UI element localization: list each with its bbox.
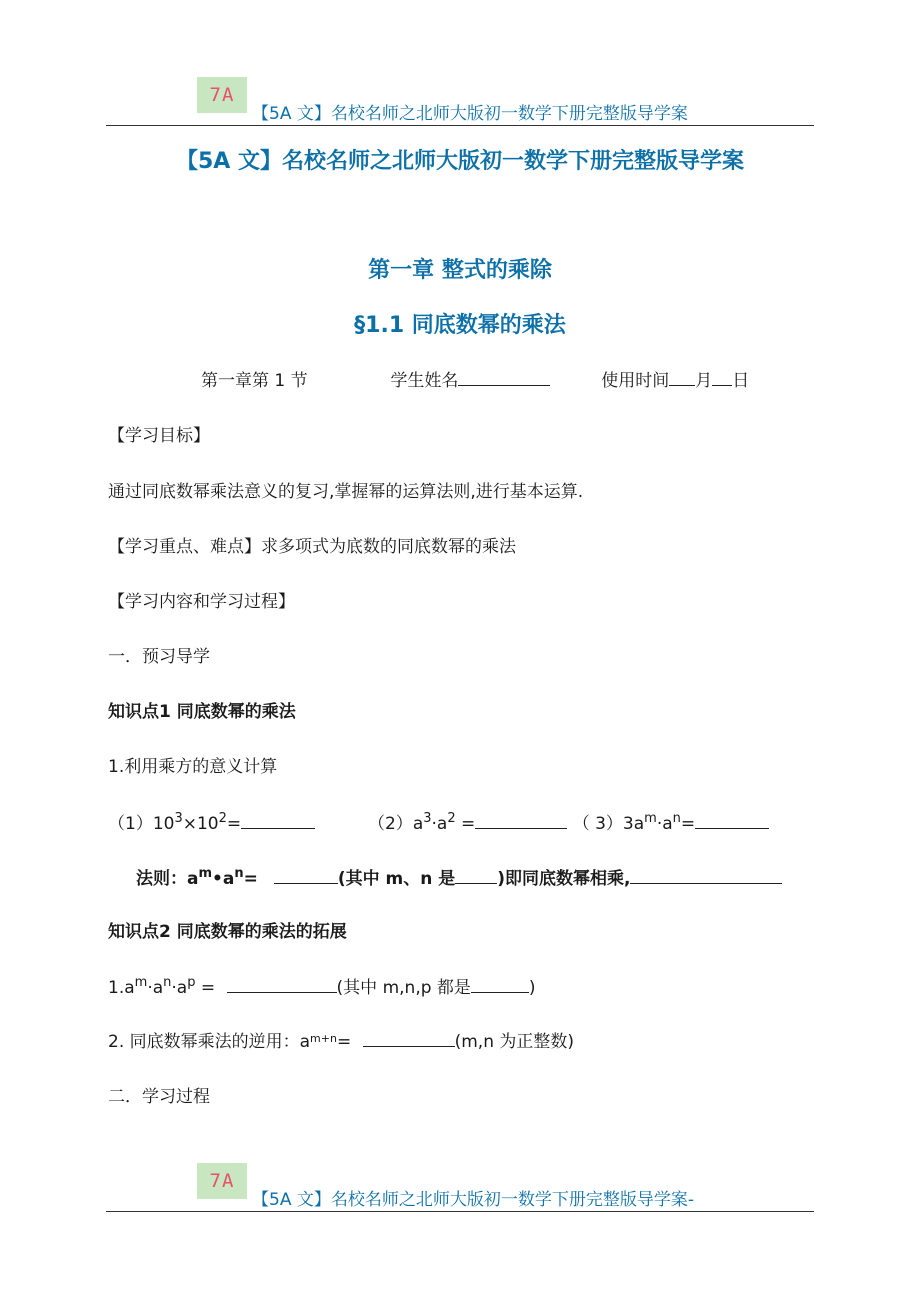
rule-line: [136, 864, 782, 889]
info-line: [201, 366, 749, 391]
student-name-label: 学生姓名: [390, 371, 459, 391]
ext2-pre: 2. 同底数幂乘法的逆用：a: [108, 1032, 311, 1052]
ext1-exp1: m: [134, 975, 148, 990]
q1-exercises: [108, 809, 769, 834]
ext1-exp3: p: [187, 975, 196, 990]
rule-summary-blank[interactable]: [630, 869, 782, 884]
day-blank[interactable]: [712, 371, 732, 386]
header-logo: 7A: [197, 77, 247, 113]
month-blank[interactable]: [669, 371, 695, 386]
q1-part1-label: （1）: [108, 814, 153, 834]
ext1-result-blank[interactable]: [227, 978, 337, 993]
ext2-line: [108, 1027, 574, 1052]
ext1-paren-open: (其中 m,n,p 都是: [336, 978, 471, 998]
ext1-eq: =: [195, 978, 216, 998]
ext1-type-blank[interactable]: [471, 978, 529, 993]
q1-part1-exp2: 2: [218, 811, 227, 826]
rule-paren-close: )即同底数幂相乘,: [497, 869, 631, 889]
kp2-title: 知识点2 同底数幂的乘法的拓展: [108, 922, 347, 942]
q1-part1-times: ×10: [182, 814, 219, 834]
key-points: 【学习重点、难点】求多项式为底数的同底数幂的乘法: [108, 537, 516, 557]
q1-part2-exp1: 3: [423, 811, 432, 826]
q1-part3-exp2: n: [672, 811, 681, 826]
q1-part3-blank[interactable]: [695, 814, 769, 829]
rule-eq: =: [243, 869, 258, 889]
ext1-pre: 1.a: [108, 978, 135, 998]
objective-heading: 【学习目标】: [108, 426, 210, 446]
q1-part1-exp1: 3: [174, 811, 183, 826]
ext2-result-blank[interactable]: [363, 1032, 455, 1047]
q1-part2-blank[interactable]: [475, 814, 567, 829]
q1-part1-base: 10: [152, 814, 175, 834]
q1-part1-eq: =: [226, 814, 242, 834]
footer-rule: [106, 1211, 814, 1212]
chapter-title: 第一章 整式的乘除: [368, 258, 552, 283]
ext1-dot1: ·a: [147, 978, 164, 998]
part2-heading: 二．学习过程: [108, 1087, 210, 1107]
q1-part3-label: （ 3）3a: [572, 814, 645, 834]
use-time-label: 使用时间: [601, 371, 670, 391]
q1-part3-dot: ·a: [656, 814, 673, 834]
chapter-section: 第一章第 1 节: [201, 371, 308, 391]
q1-part2-base: a: [412, 814, 424, 834]
objective-text: 通过同底数幂乘法意义的复习,掌握幂的运算法则,进行基本运算.: [108, 482, 584, 502]
q1-part2-label: （2）: [367, 814, 413, 834]
footer-text: 【5A 文】名校名师之北师大版初一数学下册完整版导学案-: [252, 1190, 694, 1210]
ext1-exp2: n: [163, 975, 172, 990]
student-name-blank[interactable]: [458, 371, 550, 386]
footer-logo: 7A: [197, 1163, 247, 1199]
ext1-paren-close: ): [528, 978, 536, 998]
rule-mn-blank[interactable]: [455, 869, 497, 884]
q1-part2-exp2: 2: [447, 811, 456, 826]
rule-mid: •a: [212, 869, 235, 889]
rule-label: 法则：a: [136, 869, 199, 889]
rule-result-blank[interactable]: [274, 869, 338, 884]
q1-part2-eq: =: [455, 814, 476, 834]
section-title: §1.1 同底数幂的乘法: [354, 313, 566, 338]
ext2-eq: =: [336, 1032, 352, 1052]
q1-part3-eq: =: [680, 814, 696, 834]
rule-paren-open: (其中 m、n 是: [337, 869, 456, 889]
kp1-title: 知识点1 同底数幂的乘法: [108, 702, 296, 722]
q1-part1-blank[interactable]: [241, 814, 315, 829]
content-heading: 【学习内容和学习过程】: [108, 592, 295, 612]
rule-exp1: m: [198, 866, 213, 881]
q1-part3-exp1: m: [644, 811, 657, 826]
header-text: 【5A 文】名校名师之北师大版初一数学下册完整版导学案: [252, 104, 688, 124]
doc-title: 【5A 文】名校名师之北师大版初一数学下册完整版导学案: [176, 149, 744, 174]
ext2-tail: (m,n 为正整数): [454, 1032, 575, 1052]
day-label: 日: [732, 371, 750, 391]
part1-heading: 一．预习导学: [108, 647, 210, 667]
month-label: 月: [695, 371, 713, 391]
q1-part2-dot: ·a: [431, 814, 448, 834]
ext2-exp: m+n: [310, 1032, 337, 1045]
ext1-dot2: ·a: [171, 978, 188, 998]
header-rule: [106, 125, 814, 126]
rule-exp2: n: [234, 866, 244, 881]
ext1-line: [108, 973, 536, 998]
q1-intro: 1.利用乘方的意义计算: [108, 757, 278, 777]
